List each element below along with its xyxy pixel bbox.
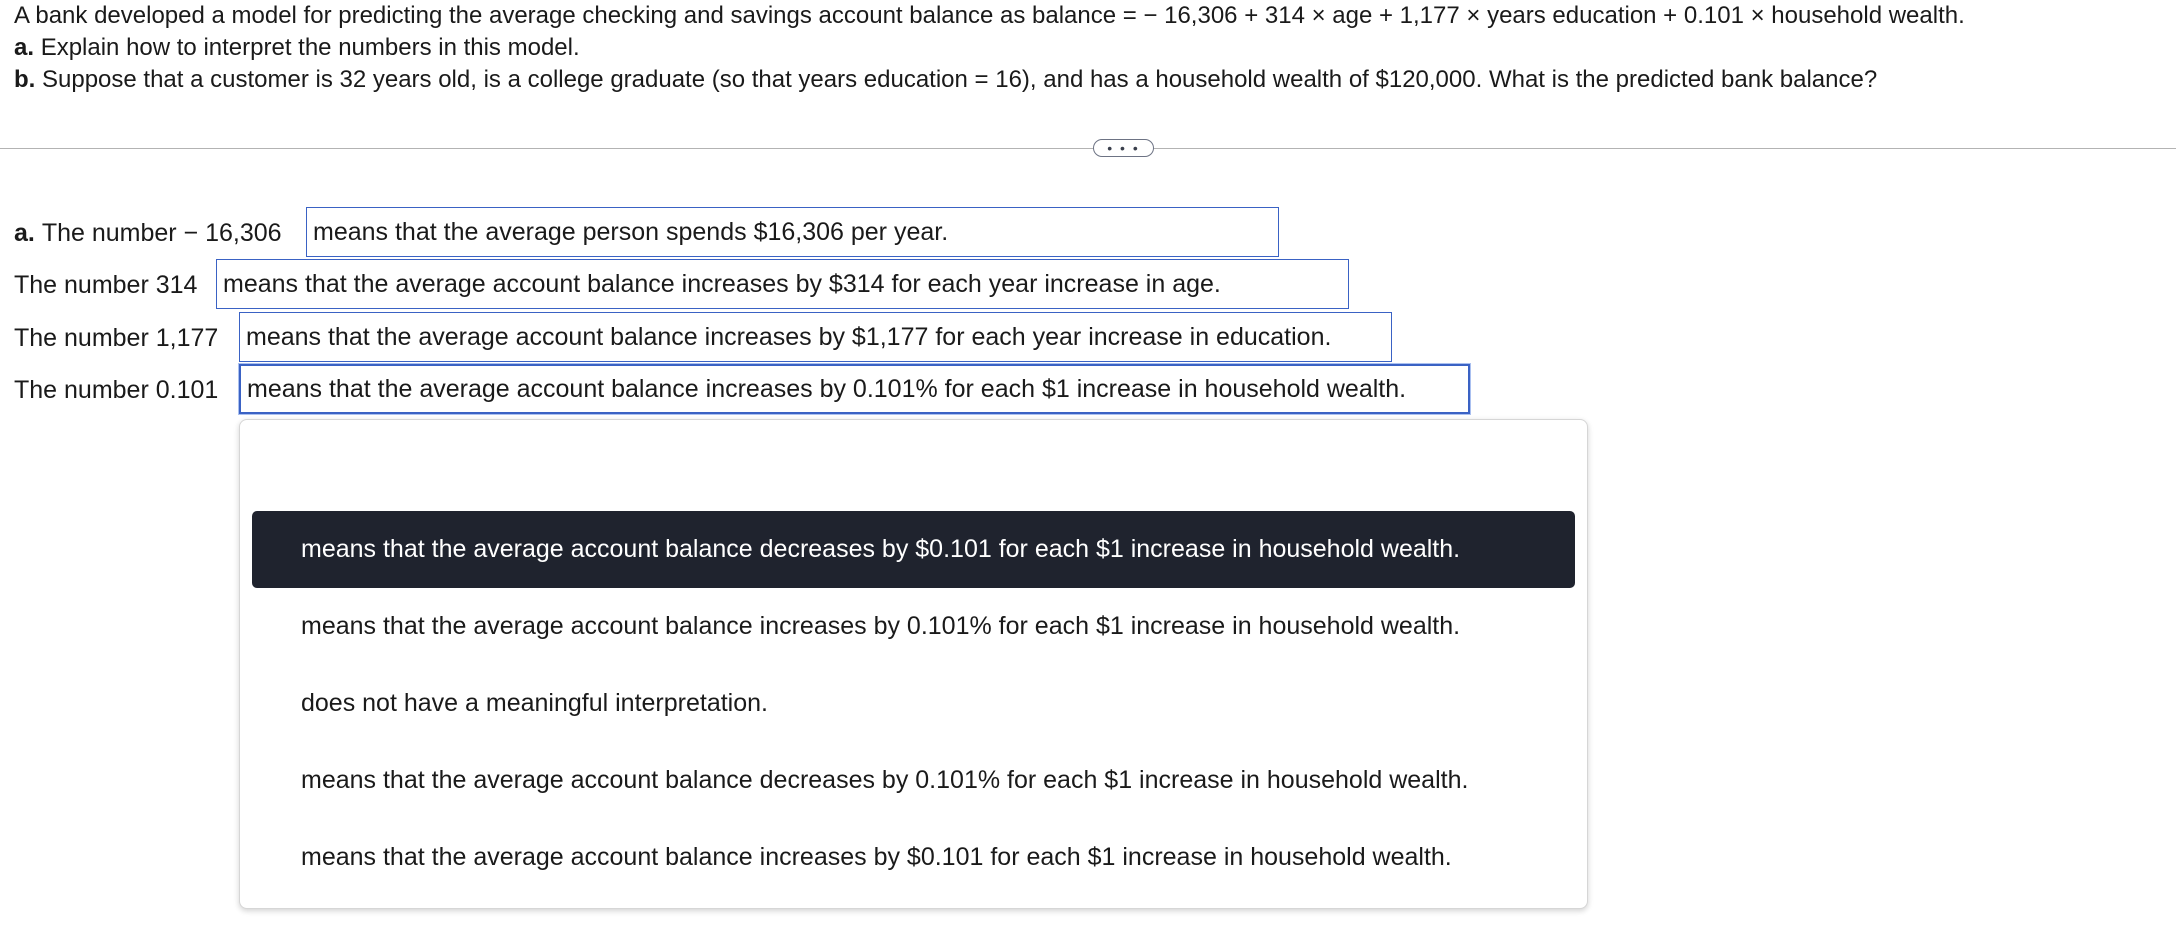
dropdown-option[interactable]: means that the average account balance increases by $0.101 for each $1 increase in household wealth. [301, 843, 1452, 871]
answer-prefix: The number 0.101 [14, 375, 219, 404]
wealth-options-dropdown [239, 419, 1588, 909]
part-a-label: a. [14, 34, 35, 61]
question-part-a [14, 32, 2164, 64]
part-b-label: b. [14, 66, 36, 93]
dropdown-option[interactable]: means that the average account balance increases by 0.101% for each $1 increase in household wealth. [301, 612, 1461, 640]
answer-select-wealth[interactable]: means that the average account balance increases by 0.101% for each $1 increase in household wealth. [239, 364, 1470, 414]
answer-row-wealth [14, 364, 226, 416]
question-intro: A bank developed a model for predicting the average checking and savings account balance as balance = − 16,306 + 314 × age + 1,177 × years education + 0.101 × household wealth. [14, 2, 1965, 29]
answer-select-intercept[interactable]: means that the average person spends $16,306 per year. [306, 207, 1279, 257]
more-options-button[interactable]: • • • [1093, 139, 1154, 157]
answer-select-education[interactable]: means that the average account balance increases by $1,177 for each year increase in education. [239, 312, 1392, 362]
dropdown-option[interactable]: means that the average account balance decreases by 0.101% for each $1 increase in household wealth. [301, 766, 1469, 794]
answer-prefix: The number − 16,306 [41, 218, 282, 247]
question-text [14, 0, 2164, 96]
answer-prefix: The number 314 [14, 270, 198, 299]
part-b-text: Suppose that a customer is 32 years old, is a college graduate (so that years education = 16), and has a household wealth of $120,000. What is the predicted bank balance? [42, 66, 1878, 93]
answer-a-label: a. [14, 218, 35, 247]
question-part-b [14, 64, 2164, 96]
answer-row-age [14, 259, 205, 311]
answer-row-education [14, 312, 226, 364]
part-a-text: Explain how to interpret the numbers in this model. [40, 34, 580, 61]
dropdown-option[interactable]: means that the average account balance decreases by $0.101 for each $1 increase in household wealth. [252, 511, 1575, 588]
dropdown-option[interactable]: does not have a meaningful interpretation. [301, 689, 768, 717]
section-divider [0, 148, 2176, 149]
answer-prefix: The number 1,177 [14, 323, 219, 352]
answer-select-age[interactable]: means that the average account balance increases by $314 for each year increase in age. [216, 259, 1349, 309]
answer-row-intercept [14, 207, 290, 259]
